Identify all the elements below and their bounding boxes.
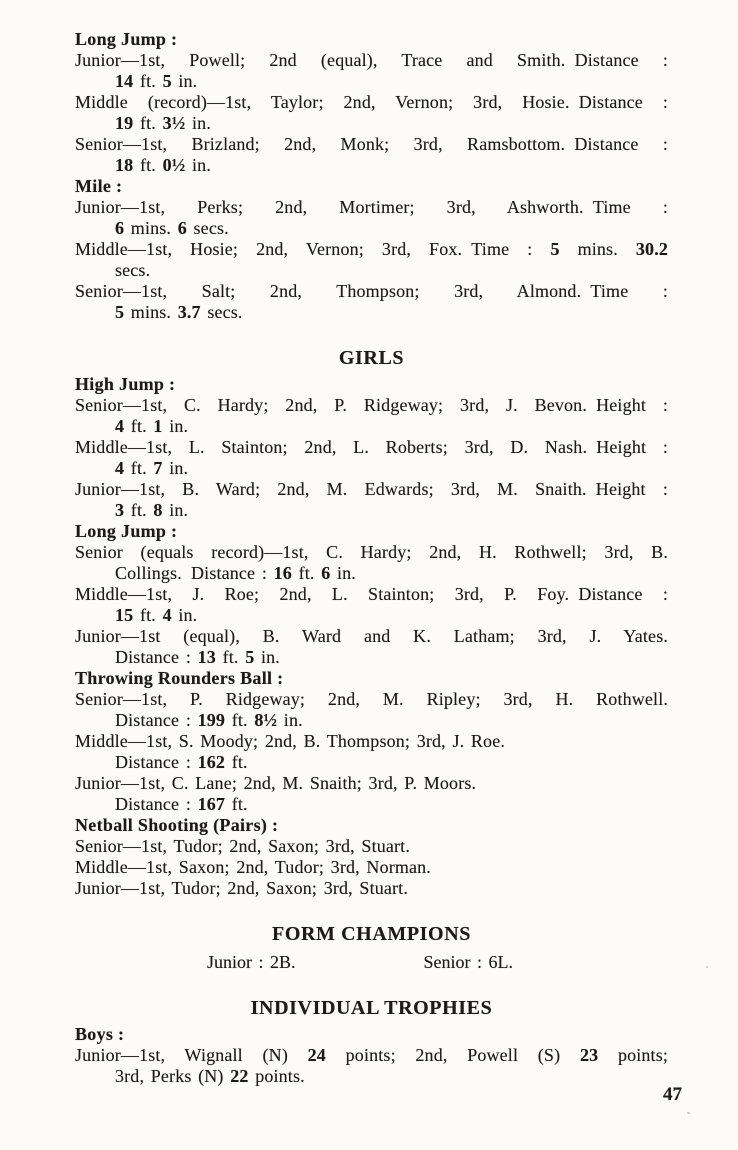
- scan-speck: [687, 1112, 690, 1114]
- result-continuation-line: 14 ft. 5 in.: [115, 71, 198, 91]
- result-line: Junior—1st (equal), B. Ward and K. Latham; 3rd, J. Yates.: [75, 626, 668, 646]
- result-continuation-line: Distance : 167 ft.: [115, 794, 248, 814]
- result-line: Senior—1st, Salt; 2nd, Thompson; 3rd, Almond. Time :: [75, 281, 668, 301]
- result-line: Senior—1st, C. Hardy; 2nd, P. Ridgeway; 3rd, J. Bevon. Height :: [75, 395, 668, 415]
- result-line: Junior—1st, C. Lane; 2nd, M. Snaith; 3rd, P. Moors.: [75, 773, 477, 793]
- result-continuation-line: Distance : 199 ft. 8½ in.: [115, 710, 303, 730]
- event-heading: Boys :: [75, 1024, 125, 1044]
- result-continuation-line: Distance : 13 ft. 5 in.: [115, 647, 280, 667]
- event-heading: High Jump :: [75, 374, 176, 394]
- result-continuation-line: 3 ft. 8 in.: [115, 500, 189, 520]
- form-champions-row: [75, 952, 668, 973]
- result-continuation-line: 6 mins. 6 secs.: [115, 218, 229, 238]
- results-blocks: [75, 29, 668, 1087]
- result-line: Middle—1st, L. Stainton; 2nd, L. Roberts; 3rd, D. Nash. Height :: [75, 437, 668, 457]
- result-continuation-line: 4 ft. 7 in.: [115, 458, 189, 478]
- result-line: Senior—1st, Brizland; 2nd, Monk; 3rd, Ramsbottom. Distance :: [75, 134, 668, 154]
- result-continuation-line: Distance : 162 ft.: [115, 752, 248, 772]
- result-continuation-line: secs.: [115, 260, 151, 280]
- event-heading: Long Jump :: [75, 29, 178, 49]
- event-heading: Long Jump :: [75, 521, 178, 541]
- result-continuation-line: 18 ft. 0½ in.: [115, 155, 211, 175]
- scan-speck: [706, 966, 708, 968]
- result-line: Junior—1st, Wignall (N) 24 points; 2nd, Powell (S) 23 points;: [75, 1045, 668, 1065]
- result-line: Middle (record)—1st, Taylor; 2nd, Vernon; 3rd, Hosie. Distance :: [75, 92, 668, 112]
- page-number: 47: [663, 1084, 682, 1105]
- form-champion-junior: Junior : 2B.: [207, 952, 296, 972]
- result-line: Senior—1st, Tudor; 2nd, Saxon; 3rd, Stuart.: [75, 836, 410, 856]
- result-line: Middle—1st, J. Roe; 2nd, L. Stainton; 3rd, P. Foy. Distance :: [75, 584, 668, 604]
- result-continuation-line: 3rd, Perks (N) 22 points.: [115, 1066, 305, 1086]
- event-heading: Netball Shooting (Pairs) :: [75, 815, 279, 835]
- result-line: Middle—1st, S. Moody; 2nd, B. Thompson; 3rd, J. Roe.: [75, 731, 505, 751]
- result-line: Middle—1st, Hosie; 2nd, Vernon; 3rd, Fox. Time : 5 mins. 30.2: [75, 239, 668, 259]
- result-continuation-line: Collings. Distance : 16 ft. 6 in.: [115, 563, 356, 583]
- section-title: FORM CHAMPIONS: [272, 923, 471, 945]
- result-line: Junior—1st, Powell; 2nd (equal), Trace and Smith. Distance :: [75, 50, 668, 70]
- result-line: Junior—1st, Tudor; 2nd, Saxon; 3rd, Stuart.: [75, 878, 408, 898]
- result-line: Junior—1st, B. Ward; 2nd, M. Edwards; 3rd, M. Snaith. Height :: [75, 479, 668, 499]
- result-continuation-line: 5 mins. 3.7 secs.: [115, 302, 243, 322]
- result-line: Junior—1st, Perks; 2nd, Mortimer; 3rd, Ashworth. Time :: [75, 197, 668, 217]
- result-line: Senior (equals record)—1st, C. Hardy; 2nd, H. Rothwell; 3rd, B.: [75, 542, 668, 562]
- result-continuation-line: 19 ft. 3½ in.: [115, 113, 211, 133]
- result-line: Senior—1st, P. Ridgeway; 2nd, M. Ripley; 3rd, H. Rothwell.: [75, 689, 668, 709]
- section-title: INDIVIDUAL TROPHIES: [250, 997, 493, 1019]
- result-continuation-line: 15 ft. 4 in.: [115, 605, 198, 625]
- event-heading: Mile :: [75, 176, 123, 196]
- section-title: GIRLS: [338, 347, 405, 369]
- result-continuation-line: 4 ft. 1 in.: [115, 416, 189, 436]
- event-heading: Throwing Rounders Ball :: [75, 668, 284, 688]
- result-line: Middle—1st, Saxon; 2nd, Tudor; 3rd, Norman.: [75, 857, 431, 877]
- form-champion-senior: Senior : 6L.: [423, 952, 514, 972]
